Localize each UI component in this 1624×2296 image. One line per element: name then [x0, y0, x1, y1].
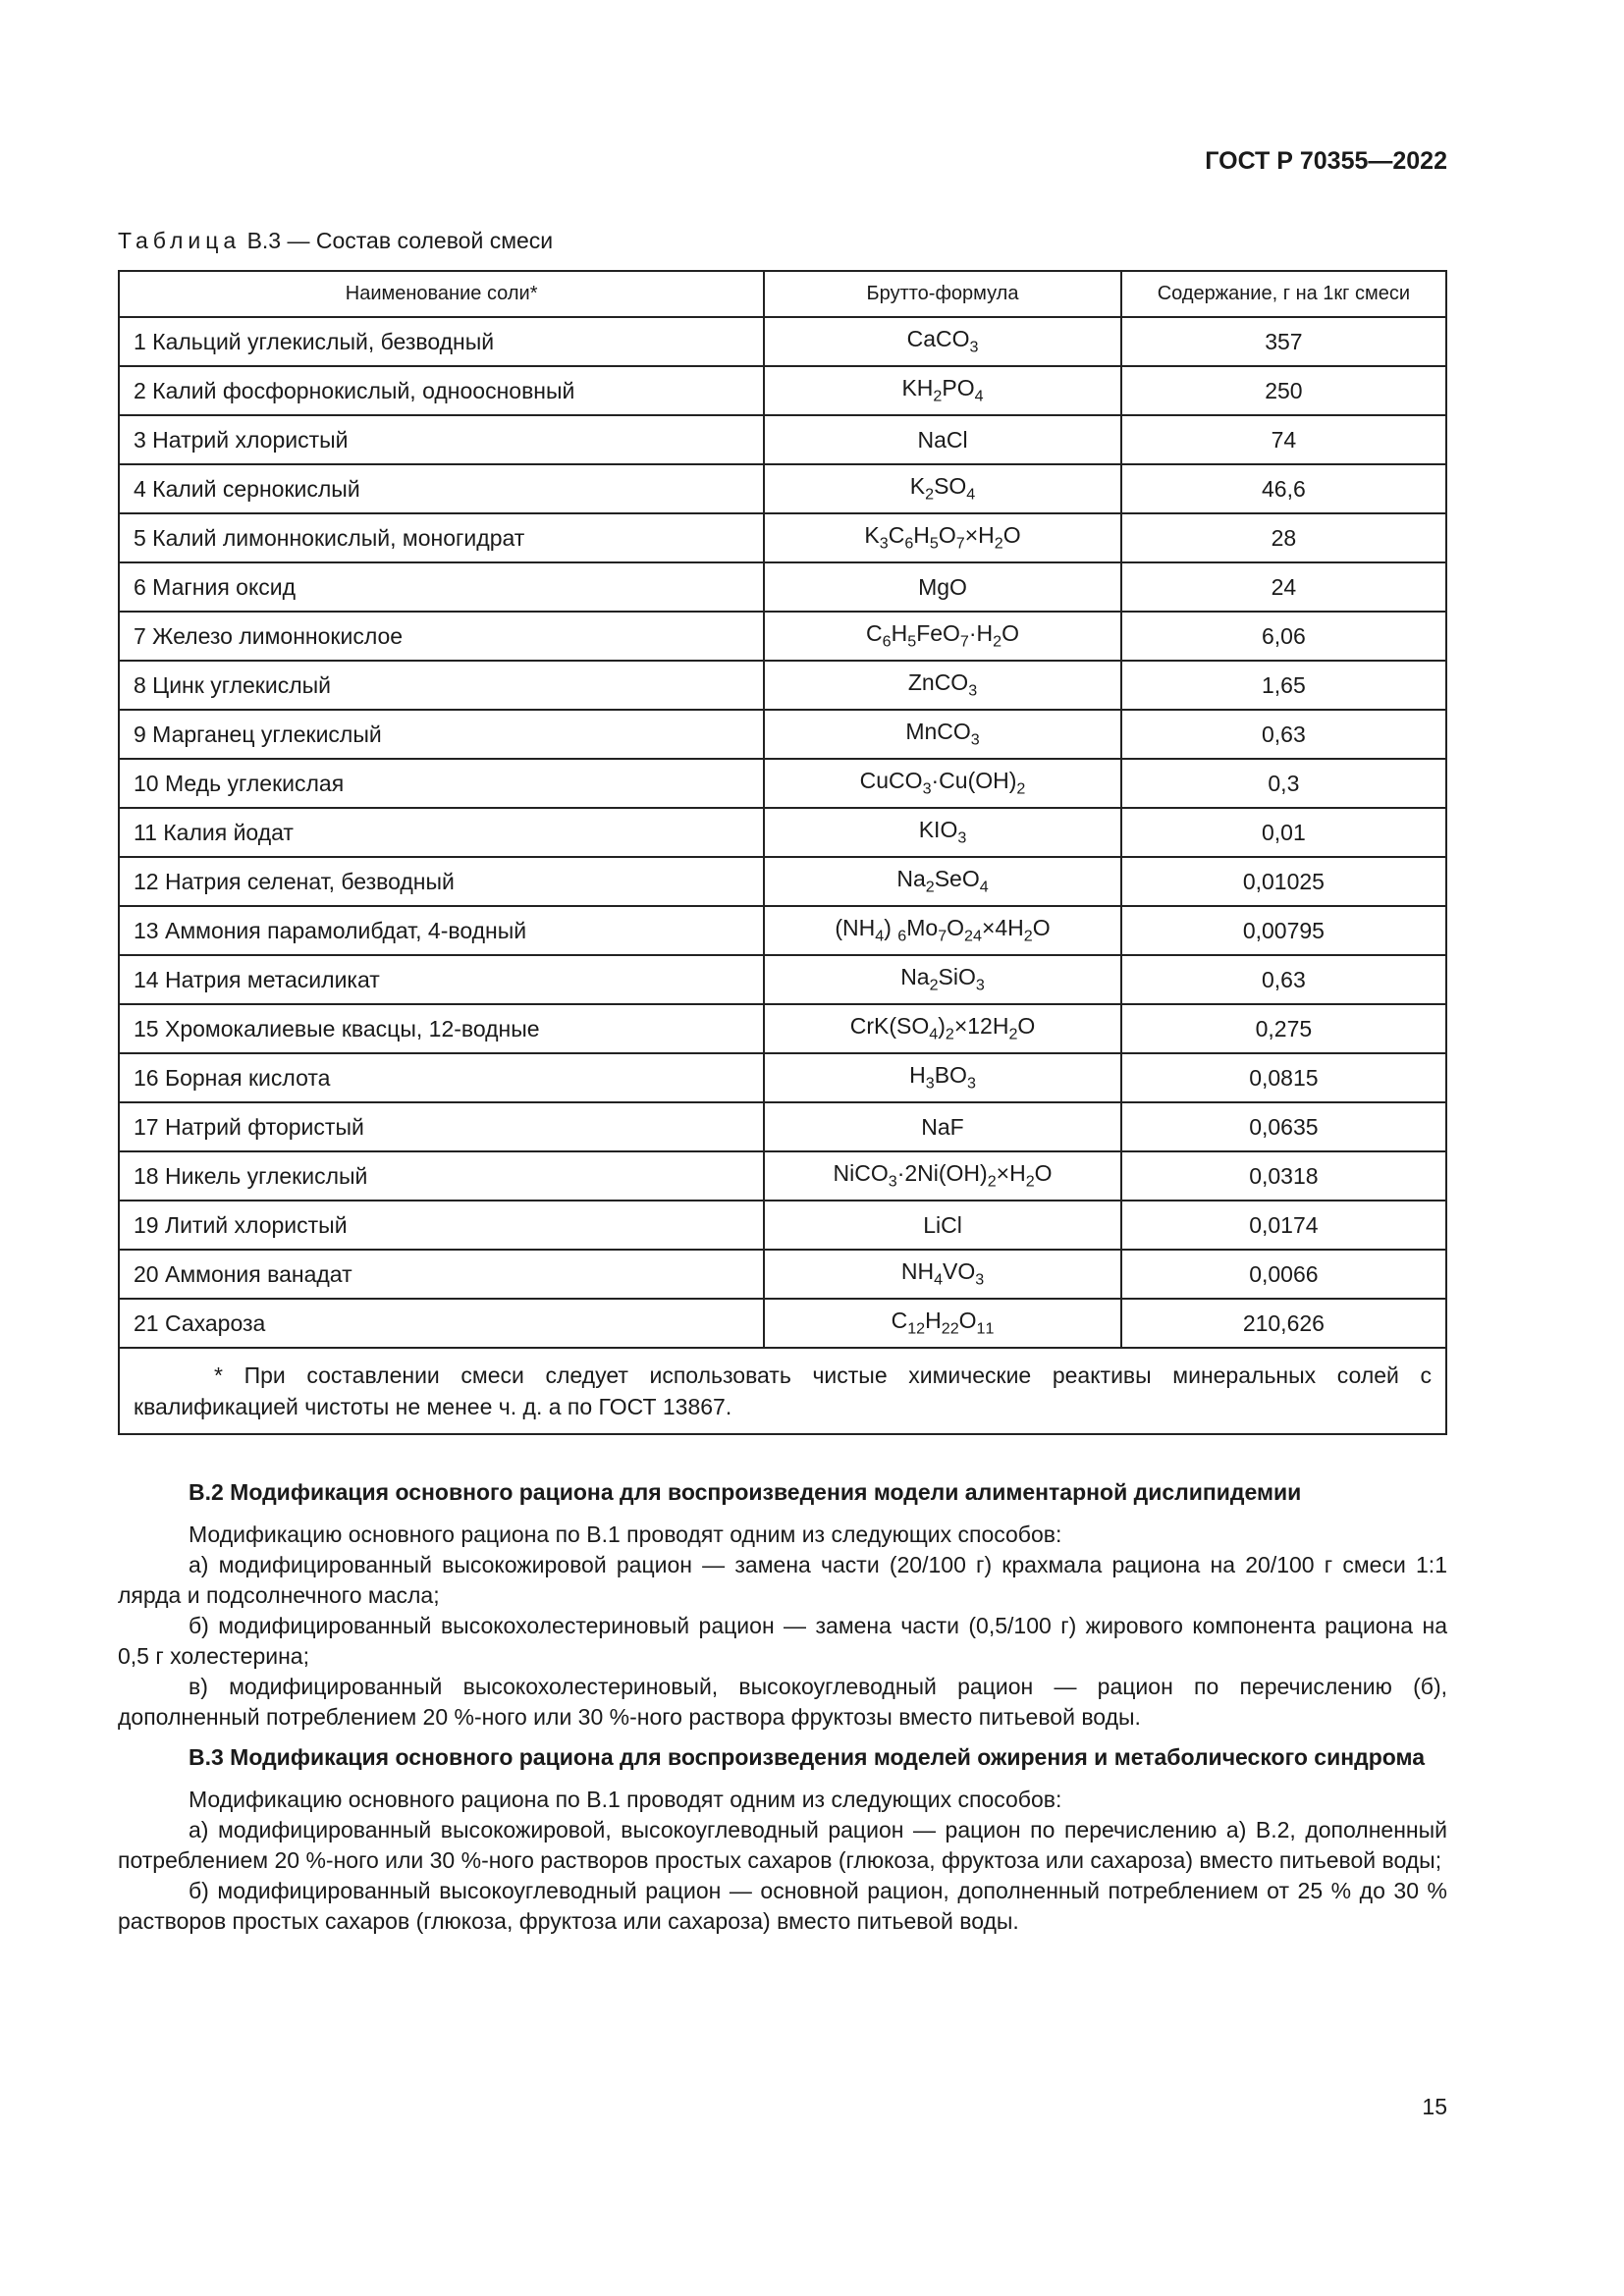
salt-name-cell: 6 Магния оксид: [119, 562, 764, 612]
content-cell: 28: [1121, 513, 1446, 562]
content-cell: 74: [1121, 415, 1446, 464]
header-salt-name: Наименование соли*: [119, 271, 764, 317]
salt-name-cell: 9 Марганец углекислый: [119, 710, 764, 759]
salt-name-cell: 7 Железо лимоннокислое: [119, 612, 764, 661]
salt-name-cell: 13 Аммония парамолибдат, 4-водный: [119, 906, 764, 955]
formula-cell: $KIO_3$: [764, 808, 1121, 857]
section-b3-paragraph: Модификацию основного рациона по В.1 проводят одним из следующих способов:: [189, 1787, 1062, 1812]
table-row: [119, 808, 1446, 857]
table-row: [119, 464, 1446, 513]
content-cell: 0,0635: [1121, 1102, 1446, 1151]
table-row: [119, 1250, 1446, 1299]
formula-cell: $K_2SO_4$: [764, 464, 1121, 513]
content-cell: 0,0815: [1121, 1053, 1446, 1102]
formula-cell: NaF: [764, 1102, 1121, 1151]
formula-cell: $CuCO_3\cdot Cu(OH)_2$: [764, 759, 1121, 808]
salt-name-cell: 5 Калий лимоннокислый, моногидрат: [119, 513, 764, 562]
salt-name-cell: 17 Натрий фтористый: [119, 1102, 764, 1151]
table-caption-title: В.3 — Состав солевой смеси: [241, 228, 554, 253]
formula-cell: $Na_2SeO_4$: [764, 857, 1121, 906]
section-b2-heading: В.2 Модификация основного рациона для воспроизведения модели алиментарной дислипидемии: [189, 1479, 1302, 1505]
section-b3-item-b: б) модифицированный высокоуглеводный рацион — основной рацион, дополненный потреблением от 25 % до 30 % растворов простых сахаров (глюкоза, фруктоза или сахароза) вместо питьевой воды.: [118, 1878, 1447, 1934]
content-cell: 46,6: [1121, 464, 1446, 513]
content-cell: 24: [1121, 562, 1446, 612]
table-row: [119, 1151, 1446, 1201]
content-cell: 357: [1121, 317, 1446, 366]
salt-name-cell: 20 Аммония ванадат: [119, 1250, 764, 1299]
formula-cell: $NH_4VO_3$: [764, 1250, 1121, 1299]
table-row: [119, 1299, 1446, 1348]
formula-cell: $NiCO_3\cdot 2Ni(OH)_2\times H_2O$: [764, 1151, 1121, 1201]
salt-name-cell: 21 Сахароза: [119, 1299, 764, 1348]
formula-cell: $C_{12}H_{22}O_{11}$: [764, 1299, 1121, 1348]
formula-cell: MnCO$_3$: [764, 710, 1121, 759]
section-b2-item-c: в) модифицированный высокохолестериновый, высокоуглеводный рацион — рацион по перечислению (б), дополненный потреблением 20 %-ного или 30 %-ного раствора фруктозы вместо питьевой воды.: [118, 1674, 1447, 1730]
formula-cell: $(NH_4)$ $_6Mo_7O_{24}\times 4H_2O$: [764, 906, 1121, 955]
table-row: [119, 562, 1446, 612]
formula-cell: NaCl: [764, 415, 1121, 464]
formula-cell: $KH_2PO_4$: [764, 366, 1121, 415]
content-cell: 0,0066: [1121, 1250, 1446, 1299]
salt-name-cell: 4 Калий сернокислый: [119, 464, 764, 513]
table-caption: [118, 228, 553, 254]
content-cell: 0,0318: [1121, 1151, 1446, 1201]
salt-name-cell: 19 Литий хлористый: [119, 1201, 764, 1250]
section-b2: [118, 1477, 1447, 1733]
table-footnote-row: [119, 1348, 1446, 1434]
salt-composition-table: [118, 270, 1447, 1435]
formula-cell: $Na_2SiO_3$: [764, 955, 1121, 1004]
salt-name-cell: 18 Никель углекислый: [119, 1151, 764, 1201]
content-cell: 1,65: [1121, 661, 1446, 710]
formula-cell: LiCl: [764, 1201, 1121, 1250]
table-row: [119, 317, 1446, 366]
salt-name-cell: 14 Натрия метасиликат: [119, 955, 764, 1004]
formula-cell: MgO: [764, 562, 1121, 612]
table-caption-prefix: Таблица: [118, 228, 242, 253]
content-cell: 0,275: [1121, 1004, 1446, 1053]
content-cell: 0,63: [1121, 710, 1446, 759]
section-b2-paragraph: Модификацию основного рациона по В.1 проводят одним из следующих способов:: [189, 1522, 1062, 1547]
table-row: [119, 612, 1446, 661]
content-cell: 0,0174: [1121, 1201, 1446, 1250]
section-b3-item-a: а) модифицированный высокожировой, высокоуглеводный рацион — рацион по перечислению а) В.2, дополненный потреблением 20 %-ного или 30 %-ного растворов простых сахаров (глюкоза, фруктоза или сахароза) вместо питьевой воды;: [118, 1817, 1447, 1873]
section-b3: [118, 1742, 1447, 1937]
content-cell: 0,01: [1121, 808, 1446, 857]
content-cell: 250: [1121, 366, 1446, 415]
table-row: [119, 1004, 1446, 1053]
content-cell: 210,626: [1121, 1299, 1446, 1348]
salt-name-cell: 1 Кальций углекислый, безводный: [119, 317, 764, 366]
table-row: [119, 513, 1446, 562]
formula-cell: $C_6H_5FeO_7\cdot H_2O$: [764, 612, 1121, 661]
salt-name-cell: 15 Хромокалиевые квасцы, 12-водные: [119, 1004, 764, 1053]
salt-name-cell: 12 Натрия селенат, безводный: [119, 857, 764, 906]
formula-cell: $CrK(SO_4)_2\times 12H_2O$: [764, 1004, 1121, 1053]
section-b3-heading: В.3 Модификация основного рациона для воспроизведения моделей ожирения и метаболического синдрома: [189, 1744, 1426, 1770]
document-code: ГОСТ Р 70355—2022: [1205, 147, 1447, 175]
table-row: [119, 1053, 1446, 1102]
salt-name-cell: 11 Калия йодат: [119, 808, 764, 857]
content-cell: 0,3: [1121, 759, 1446, 808]
salt-name-cell: 10 Медь углекислая: [119, 759, 764, 808]
header-gross-formula: Брутто-формула: [764, 271, 1121, 317]
table-row: [119, 759, 1446, 808]
content-cell: 0,01025: [1121, 857, 1446, 906]
page-number: 15: [1422, 2094, 1447, 2119]
table-header-row: [119, 271, 1446, 317]
table-footnote-text: * При составлении смеси следует использовать чистые химические реактивы минеральных солей с квалификацией чистоты не менее ч. д. а по ГОСТ 13867.: [134, 1362, 1432, 1419]
table-row: [119, 906, 1446, 955]
header-content: Содержание, г на 1кг смеси: [1121, 271, 1446, 317]
table-row: [119, 366, 1446, 415]
salt-name-cell: 3 Натрий хлористый: [119, 415, 764, 464]
table-row: [119, 661, 1446, 710]
table-body: [119, 317, 1446, 1348]
table-row: [119, 857, 1446, 906]
formula-cell: CaCO$_3$: [764, 317, 1121, 366]
table-row: [119, 710, 1446, 759]
content-cell: 6,06: [1121, 612, 1446, 661]
salt-name-cell: 8 Цинк углекислый: [119, 661, 764, 710]
table-footnote: [119, 1348, 1446, 1434]
formula-cell: $K_3C_6H_5O_7\times H_2O$: [764, 513, 1121, 562]
section-b2-item-b: б) модифицированный высокохолестериновый рацион — замена части (0,5/100 г) жирового компонента рациона на 0,5 г холестерина;: [118, 1613, 1447, 1669]
salt-name-cell: 2 Калий фосфорнокислый, одноосновный: [119, 366, 764, 415]
table-row: [119, 1201, 1446, 1250]
salt-name-cell: 16 Борная кислота: [119, 1053, 764, 1102]
table-row: [119, 955, 1446, 1004]
formula-cell: ZnCO$_3$: [764, 661, 1121, 710]
content-cell: 0,00795: [1121, 906, 1446, 955]
table-row: [119, 1102, 1446, 1151]
section-b2-item-a: а) модифицированный высокожировой рацион — замена части (20/100 г) крахмала рациона на 20/100 г смеси 1:1 лярда и подсолнечного масла;: [118, 1552, 1447, 1608]
content-cell: 0,63: [1121, 955, 1446, 1004]
table-row: [119, 415, 1446, 464]
formula-cell: $H_3BO_3$: [764, 1053, 1121, 1102]
